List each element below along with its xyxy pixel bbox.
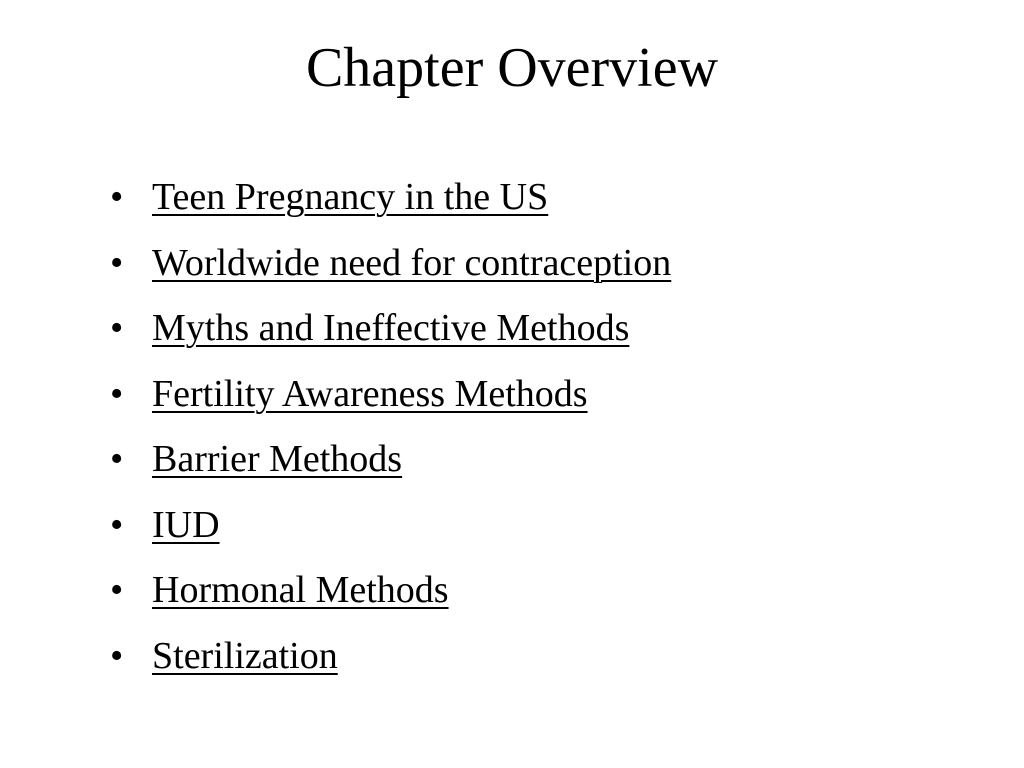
slide-title: Chapter Overview bbox=[305, 37, 719, 99]
link-myths-ineffective-methods[interactable]: Myths and Ineffective Methods bbox=[152, 307, 630, 349]
bullet-icon: • bbox=[110, 569, 124, 611]
bullet-icon: • bbox=[110, 634, 124, 677]
link-fertility-awareness[interactable]: Fertility Awareness Methods bbox=[152, 372, 588, 415]
list-item bbox=[110, 296, 671, 362]
link-worldwide-need[interactable]: Worldwide need for contraception bbox=[152, 241, 672, 284]
bullet-icon: • bbox=[110, 372, 124, 415]
link-sterilization[interactable]: Sterilization bbox=[152, 634, 338, 677]
bullet-icon: • bbox=[110, 503, 124, 546]
list-item bbox=[110, 231, 671, 297]
bullet-icon: • bbox=[110, 241, 124, 284]
bullet-icon: • bbox=[110, 307, 124, 349]
link-barrier-methods[interactable]: Barrier Methods bbox=[152, 438, 403, 480]
list-item bbox=[110, 362, 671, 428]
chapter-outline-list bbox=[110, 165, 671, 689]
link-iud[interactable]: IUD bbox=[152, 503, 220, 546]
bullet-icon: • bbox=[110, 438, 124, 480]
link-hormonal-methods[interactable]: Hormonal Methods bbox=[152, 569, 449, 611]
list-item bbox=[110, 558, 671, 624]
list-item bbox=[110, 427, 671, 493]
link-teen-pregnancy[interactable]: Teen Pregnancy in the US bbox=[152, 176, 549, 218]
list-item bbox=[110, 165, 671, 231]
list-item bbox=[110, 493, 671, 559]
list-item bbox=[110, 624, 671, 690]
bullet-icon: • bbox=[110, 176, 124, 218]
